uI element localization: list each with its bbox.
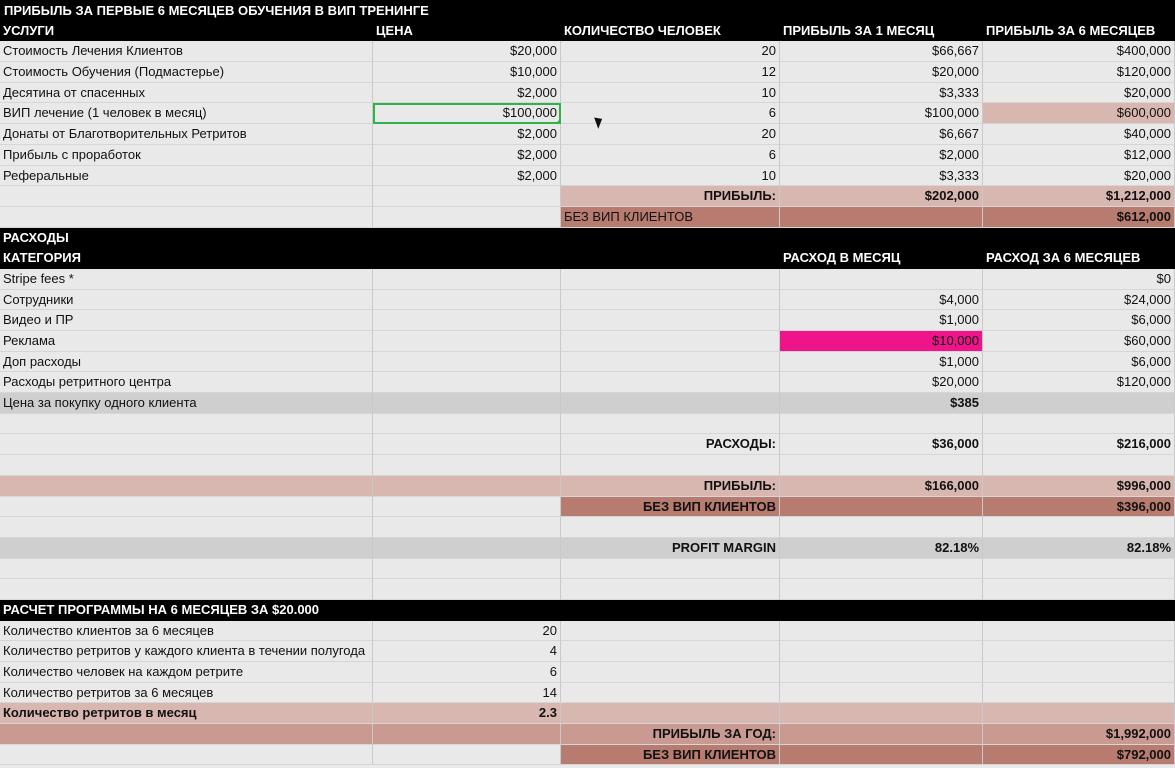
category-cell[interactable]: Доп расходы bbox=[0, 352, 373, 373]
income-row bbox=[0, 103, 1175, 124]
cell[interactable] bbox=[373, 372, 561, 393]
cell[interactable] bbox=[0, 724, 373, 745]
cell[interactable] bbox=[561, 393, 780, 414]
expense-row bbox=[0, 269, 1175, 290]
cell[interactable] bbox=[373, 745, 561, 766]
month-profit-cell[interactable]: $3,333 bbox=[780, 83, 983, 104]
profit-6-months[interactable]: $996,000 bbox=[983, 476, 1175, 497]
profit-row bbox=[0, 476, 1175, 497]
year-no-vip-row bbox=[0, 745, 1175, 766]
cell[interactable] bbox=[373, 393, 561, 414]
cell[interactable] bbox=[373, 434, 561, 455]
empty-row bbox=[0, 559, 1175, 580]
cell[interactable] bbox=[561, 269, 780, 290]
profit-margin-label[interactable]: PROFIT MARGIN bbox=[561, 538, 780, 559]
category-cell[interactable]: Видео и ПР bbox=[0, 310, 373, 331]
service-cell[interactable]: ВИП лечение (1 человек в месяц) bbox=[0, 103, 373, 124]
cell[interactable] bbox=[983, 414, 1175, 435]
profit-no-vip-value[interactable]: $396,000 bbox=[983, 497, 1175, 518]
cell[interactable] bbox=[373, 248, 561, 269]
expenses-title[interactable]: РАСХОДЫ bbox=[0, 228, 373, 249]
cell[interactable] bbox=[373, 290, 561, 311]
cell[interactable] bbox=[780, 497, 983, 518]
cell[interactable] bbox=[0, 186, 373, 207]
count-cell[interactable]: 6 bbox=[561, 103, 780, 124]
cell[interactable] bbox=[780, 662, 983, 683]
cell[interactable] bbox=[561, 228, 780, 249]
cell[interactable] bbox=[983, 662, 1175, 683]
header-expense-month[interactable]: РАСХОД В МЕСЯЦ bbox=[780, 248, 983, 269]
six-month-profit-cell[interactable]: $20,000 bbox=[983, 83, 1175, 104]
cell[interactable] bbox=[373, 414, 561, 435]
cell[interactable] bbox=[780, 455, 983, 476]
expense-month-cell[interactable]: $1,000 bbox=[780, 310, 983, 331]
program-value[interactable]: 4 bbox=[373, 641, 561, 662]
count-cell[interactable]: 6 bbox=[561, 145, 780, 166]
cell[interactable] bbox=[561, 290, 780, 311]
cell[interactable] bbox=[0, 559, 373, 580]
cell[interactable] bbox=[983, 641, 1175, 662]
cell[interactable] bbox=[0, 579, 373, 600]
cell[interactable] bbox=[373, 517, 561, 538]
count-cell[interactable]: 10 bbox=[561, 83, 780, 104]
expense-month-cell[interactable]: $1,000 bbox=[780, 352, 983, 373]
cell[interactable] bbox=[0, 538, 373, 559]
cell[interactable] bbox=[561, 310, 780, 331]
category-cell[interactable]: Реклама bbox=[0, 331, 373, 352]
cell[interactable] bbox=[780, 228, 983, 249]
cell[interactable] bbox=[0, 414, 373, 435]
selected-price-cell[interactable]: $100,000 bbox=[373, 103, 561, 124]
month-profit-cell[interactable]: $20,000 bbox=[780, 62, 983, 83]
income-total-6-months[interactable]: $1,212,000 bbox=[983, 186, 1175, 207]
cell[interactable] bbox=[983, 683, 1175, 704]
cell[interactable] bbox=[373, 724, 561, 745]
cell[interactable] bbox=[780, 207, 983, 228]
header-expense-6-months[interactable]: РАСХОД ЗА 6 МЕСЯЦЕВ bbox=[983, 248, 1175, 269]
cell[interactable] bbox=[373, 579, 561, 600]
header-profit-month[interactable]: ПРИБЫЛЬ ЗА 1 МЕСЯЦ bbox=[780, 21, 983, 42]
program-row bbox=[0, 703, 1175, 724]
highlighted-expense-month-cell[interactable]: $10,000 bbox=[780, 331, 983, 352]
cell[interactable] bbox=[561, 683, 780, 704]
cell[interactable] bbox=[780, 600, 983, 621]
expenses-title-row bbox=[0, 228, 1175, 249]
cell[interactable] bbox=[373, 331, 561, 352]
profit-month[interactable]: $166,000 bbox=[780, 476, 983, 497]
cell[interactable] bbox=[780, 517, 983, 538]
profit-no-vip-label[interactable]: БЕЗ ВИП КЛИЕНТОВ bbox=[561, 497, 780, 518]
cell[interactable] bbox=[561, 414, 780, 435]
price-cell[interactable]: $20,000 bbox=[373, 41, 561, 62]
header-price[interactable]: ЦЕНА bbox=[373, 21, 561, 42]
six-month-profit-cell[interactable]: $600,000 bbox=[983, 103, 1175, 124]
price-cell[interactable]: $2,000 bbox=[373, 166, 561, 187]
year-profit-label[interactable]: ПРИБЫЛЬ ЗА ГОД: bbox=[561, 724, 780, 745]
expense-6-months-cell[interactable]: $60,000 bbox=[983, 331, 1175, 352]
cell[interactable] bbox=[373, 269, 561, 290]
program-title-row bbox=[0, 600, 1175, 621]
price-cell[interactable]: $10,000 bbox=[373, 62, 561, 83]
cell[interactable] bbox=[373, 228, 561, 249]
profit-label[interactable]: ПРИБЫЛЬ: bbox=[561, 476, 780, 497]
year-no-vip-value[interactable]: $792,000 bbox=[983, 745, 1175, 766]
cell[interactable] bbox=[561, 248, 780, 269]
program-row bbox=[0, 641, 1175, 662]
six-month-profit-cell[interactable]: $12,000 bbox=[983, 145, 1175, 166]
program-row bbox=[0, 683, 1175, 704]
cell[interactable] bbox=[780, 579, 983, 600]
cell[interactable] bbox=[780, 621, 983, 642]
program-value[interactable]: 6 bbox=[373, 662, 561, 683]
program-label[interactable]: Количество человек на каждом ретрите bbox=[0, 662, 373, 683]
profit-margin-6-months[interactable]: 82.18% bbox=[983, 538, 1175, 559]
count-cell[interactable]: 10 bbox=[561, 166, 780, 187]
program-label[interactable]: Количество клиентов за 6 месяцев bbox=[0, 621, 373, 642]
profit-no-vip-row bbox=[0, 497, 1175, 518]
cell[interactable] bbox=[373, 476, 561, 497]
expense-6-months-cell[interactable]: $24,000 bbox=[983, 290, 1175, 311]
six-month-profit-cell[interactable]: $40,000 bbox=[983, 124, 1175, 145]
header-count[interactable]: КОЛИЧЕСТВО ЧЕЛОВЕК bbox=[561, 21, 780, 42]
year-profit-value[interactable]: $1,992,000 bbox=[983, 724, 1175, 745]
cell[interactable] bbox=[983, 579, 1175, 600]
cell[interactable] bbox=[561, 455, 780, 476]
price-cell[interactable]: $2,000 bbox=[373, 83, 561, 104]
expense-total-month[interactable]: $36,000 bbox=[780, 434, 983, 455]
cell[interactable] bbox=[561, 621, 780, 642]
expense-row bbox=[0, 372, 1175, 393]
service-cell[interactable]: Донаты от Благотворительных Ретритов bbox=[0, 124, 373, 145]
income-row bbox=[0, 62, 1175, 83]
income-row bbox=[0, 124, 1175, 145]
program-title[interactable]: РАСЧЕТ ПРОГРАММЫ НА 6 МЕСЯЦЕВ ЗА $20.000 bbox=[0, 600, 780, 621]
cell[interactable] bbox=[561, 352, 780, 373]
cell[interactable] bbox=[983, 0, 1175, 21]
month-profit-cell[interactable]: $100,000 bbox=[780, 103, 983, 124]
income-total-label[interactable]: ПРИБЫЛЬ: bbox=[561, 186, 780, 207]
cell[interactable] bbox=[780, 0, 983, 21]
empty-row bbox=[0, 455, 1175, 476]
cell[interactable] bbox=[0, 517, 373, 538]
income-row bbox=[0, 145, 1175, 166]
cell[interactable] bbox=[983, 455, 1175, 476]
six-month-profit-cell[interactable]: $120,000 bbox=[983, 62, 1175, 83]
count-cell[interactable]: 20 bbox=[561, 41, 780, 62]
cell[interactable] bbox=[373, 207, 561, 228]
expense-total-row bbox=[0, 434, 1175, 455]
cell[interactable] bbox=[0, 434, 373, 455]
program-label[interactable]: Количество ретритов за 6 месяцев bbox=[0, 683, 373, 704]
category-cell[interactable]: Цена за покупку одного клиента bbox=[0, 393, 373, 414]
count-cell[interactable]: 12 bbox=[561, 62, 780, 83]
income-row bbox=[0, 83, 1175, 104]
cell[interactable] bbox=[0, 476, 373, 497]
cell[interactable] bbox=[373, 455, 561, 476]
expense-6-months-cell[interactable]: $6,000 bbox=[983, 352, 1175, 373]
income-row bbox=[0, 166, 1175, 187]
cell[interactable] bbox=[561, 559, 780, 580]
expense-row bbox=[0, 290, 1175, 311]
profit-margin-row bbox=[0, 538, 1175, 559]
expense-row bbox=[0, 310, 1175, 331]
empty-row bbox=[0, 517, 1175, 538]
cell[interactable] bbox=[0, 207, 373, 228]
expense-6-months-cell[interactable] bbox=[983, 393, 1175, 414]
service-cell[interactable]: Прибыль с проработок bbox=[0, 145, 373, 166]
service-cell[interactable]: Стоимость Лечения Клиентов bbox=[0, 41, 373, 62]
expense-6-months-cell[interactable]: $120,000 bbox=[983, 372, 1175, 393]
profit-margin-month[interactable]: 82.18% bbox=[780, 538, 983, 559]
cell[interactable] bbox=[780, 724, 983, 745]
program-value[interactable]: 14 bbox=[373, 683, 561, 704]
program-value[interactable]: 2.3 bbox=[373, 703, 561, 724]
month-profit-cell[interactable]: $66,667 bbox=[780, 41, 983, 62]
program-row bbox=[0, 662, 1175, 683]
sheet-title-row bbox=[0, 0, 1175, 21]
year-no-vip-label[interactable]: БЕЗ ВИП КЛИЕНТОВ bbox=[561, 745, 780, 766]
expense-row bbox=[0, 352, 1175, 373]
cell[interactable] bbox=[780, 641, 983, 662]
cell[interactable] bbox=[561, 662, 780, 683]
month-profit-cell[interactable]: $6,667 bbox=[780, 124, 983, 145]
income-total-row bbox=[0, 186, 1175, 207]
income-no-vip-label[interactable]: БЕЗ ВИП КЛИЕНТОВ bbox=[561, 207, 780, 228]
six-month-profit-cell[interactable]: $20,000 bbox=[983, 166, 1175, 187]
price-cell[interactable]: $2,000 bbox=[373, 124, 561, 145]
cell[interactable] bbox=[373, 310, 561, 331]
cell[interactable] bbox=[780, 683, 983, 704]
cell[interactable] bbox=[780, 414, 983, 435]
cell[interactable] bbox=[983, 703, 1175, 724]
cell[interactable] bbox=[561, 641, 780, 662]
cell[interactable] bbox=[373, 497, 561, 518]
cell[interactable] bbox=[983, 228, 1175, 249]
category-cell[interactable]: Расходы ретритного центра bbox=[0, 372, 373, 393]
income-total-month[interactable]: $202,000 bbox=[780, 186, 983, 207]
cell[interactable] bbox=[983, 517, 1175, 538]
month-profit-cell[interactable]: $3,333 bbox=[780, 166, 983, 187]
header-profit-6-months[interactable]: ПРИБЫЛЬ ЗА 6 МЕСЯЦЕВ bbox=[983, 21, 1175, 42]
expenses-header-row bbox=[0, 248, 1175, 269]
income-header-row bbox=[0, 21, 1175, 42]
income-no-vip-row bbox=[0, 207, 1175, 228]
expense-6-months-cell[interactable]: $6,000 bbox=[983, 310, 1175, 331]
cell[interactable] bbox=[373, 352, 561, 373]
header-category[interactable]: КАТЕГОРИЯ bbox=[0, 248, 373, 269]
category-cell[interactable]: Сотрудники bbox=[0, 290, 373, 311]
expense-month-cell[interactable]: $4,000 bbox=[780, 290, 983, 311]
cell[interactable] bbox=[0, 745, 373, 766]
cell[interactable] bbox=[561, 372, 780, 393]
cell[interactable] bbox=[373, 538, 561, 559]
cell[interactable] bbox=[0, 497, 373, 518]
expense-total-6-months[interactable]: $216,000 bbox=[983, 434, 1175, 455]
service-cell[interactable]: Десятина от спасенных bbox=[0, 83, 373, 104]
service-cell[interactable]: Стоимость Обучения (Подмастерье) bbox=[0, 62, 373, 83]
category-cell[interactable]: Stripe fees * bbox=[0, 269, 373, 290]
count-cell[interactable]: 20 bbox=[561, 124, 780, 145]
income-row bbox=[0, 41, 1175, 62]
sheet-title[interactable]: ПРИБЫЛЬ ЗА ПЕРВЫЕ 6 МЕСЯЦЕВ ОБУЧЕНИЯ В ВИП ТРЕНИНГЕ bbox=[0, 0, 780, 21]
cell[interactable] bbox=[561, 579, 780, 600]
cell[interactable] bbox=[780, 745, 983, 766]
month-profit-cell[interactable]: $2,000 bbox=[780, 145, 983, 166]
empty-row bbox=[0, 414, 1175, 435]
cell[interactable] bbox=[561, 517, 780, 538]
year-profit-row bbox=[0, 724, 1175, 745]
expense-row bbox=[0, 331, 1175, 352]
expense-month-cell[interactable]: $20,000 bbox=[780, 372, 983, 393]
income-no-vip-value[interactable]: $612,000 bbox=[983, 207, 1175, 228]
program-label[interactable]: Количество ретритов в месяц bbox=[0, 703, 373, 724]
expense-month-cell[interactable] bbox=[780, 269, 983, 290]
header-services[interactable]: УСЛУГИ bbox=[0, 21, 373, 42]
empty-row bbox=[0, 579, 1175, 600]
program-label[interactable]: Количество ретритов у каждого клиента в течении полугода bbox=[0, 641, 373, 662]
service-cell[interactable]: Реферальные bbox=[0, 166, 373, 187]
expense-month-cell[interactable]: $385 bbox=[780, 393, 983, 414]
expense-row bbox=[0, 393, 1175, 414]
program-row bbox=[0, 621, 1175, 642]
cell[interactable] bbox=[983, 600, 1175, 621]
cell[interactable] bbox=[983, 559, 1175, 580]
six-month-profit-cell[interactable]: $400,000 bbox=[983, 41, 1175, 62]
cell[interactable] bbox=[561, 331, 780, 352]
price-cell[interactable]: $2,000 bbox=[373, 145, 561, 166]
cell[interactable] bbox=[373, 559, 561, 580]
cell[interactable] bbox=[983, 621, 1175, 642]
program-value[interactable]: 20 bbox=[373, 621, 561, 642]
expense-6-months-cell[interactable]: $0 bbox=[983, 269, 1175, 290]
cell[interactable] bbox=[561, 703, 780, 724]
expense-total-label[interactable]: РАСХОДЫ: bbox=[561, 434, 780, 455]
cell[interactable] bbox=[780, 703, 983, 724]
cell[interactable] bbox=[373, 186, 561, 207]
cell[interactable] bbox=[0, 455, 373, 476]
cell[interactable] bbox=[780, 559, 983, 580]
